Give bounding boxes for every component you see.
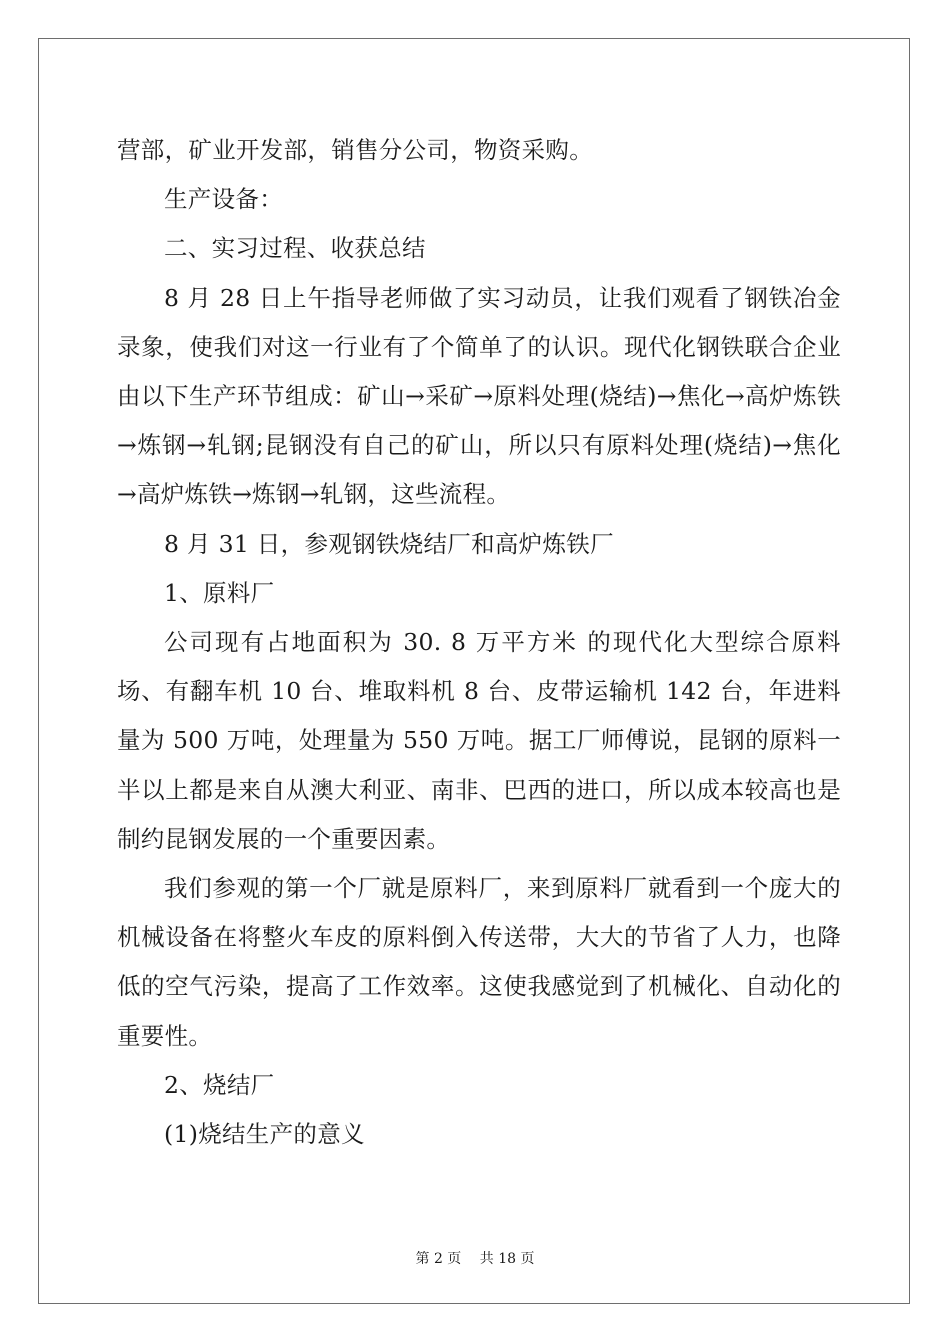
paragraph: 公司现有占地面积为 30. 8 万平方米 的现代化大型综合原料场、有翻车机 10 台、堆取料机 8 台、皮带运输机 142 台，年进料量为 500 万吨，处理量为 550 万吨。据工厂师傅说，昆钢的原料一半以上都是来自从澳大利亚、南非、巴西的进口，所以成本较高也是制约昆钢发展的一个重要因素。	[117, 628, 841, 853]
page-number-footer: 第 2 页 共 18 页	[415, 1251, 535, 1267]
subsection-heading: 2、烧结厂	[164, 1070, 275, 1099]
paragraph: 我们参观的第一个厂就是原料厂，来到原料厂就看到一个庞大的机械设备在将整火车皮的原料倒入传送带，大大的节省了人力，也降低的空气污染，提高了工作效率。这使我感觉到了机械化、自动化的重要性。	[117, 874, 841, 1050]
subsection-heading: 1、原料厂	[164, 578, 275, 607]
document-body	[117, 126, 841, 1159]
paragraph: 营部，矿业开发部，销售分公司，物资采购。	[117, 136, 593, 164]
subsection-heading: (1)烧结生产的意义	[164, 1120, 365, 1149]
paragraph: 生产设备：	[164, 185, 283, 214]
paragraph: 8 月 31 日，参观钢铁烧结厂和高炉炼铁厂	[164, 529, 614, 558]
section-heading: 二、实习过程、收获总结	[164, 234, 426, 263]
paragraph: 8 月 28 日上午指导老师做了实习动员，让我们观看了钢铁冶金录象，使我们对这一行业有了个简单了的认识。现代化钢铁联合企业由以下生产环节组成：矿山→采矿→原料处理(烧结)→焦化→高炉炼铁→炼钢→轧钢;昆钢没有自己的矿山，所以只有原料处理(烧结)→焦化→高炉炼铁→炼钢→轧钢，这些流程。	[117, 283, 841, 509]
